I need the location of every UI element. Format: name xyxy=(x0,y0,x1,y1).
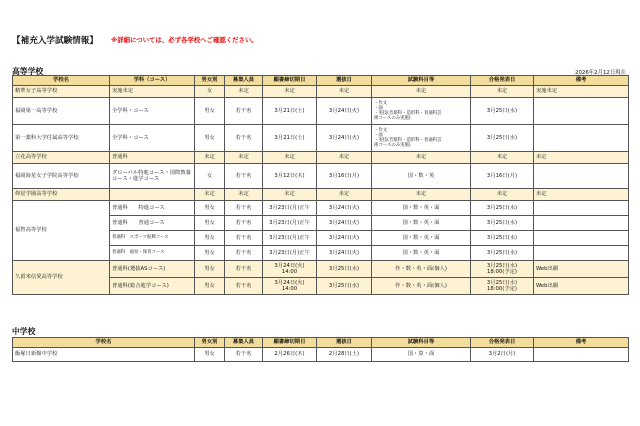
table-row xyxy=(13,348,629,362)
school-name: 飯塚日新館中学校 xyxy=(13,348,195,362)
gender: 男女 xyxy=(195,278,225,295)
high-school-header-row xyxy=(13,76,629,86)
result-date: 未定 xyxy=(471,189,534,201)
course: 実施未定 xyxy=(110,86,195,98)
subjects: 国・数・英・面 xyxy=(372,201,471,216)
gender: 女 xyxy=(195,86,225,98)
result-date: 3月2日(月) xyxy=(471,348,534,362)
result-date: 3月25日(水) xyxy=(471,98,534,125)
course: 普通科 特進コース xyxy=(110,201,195,216)
deadline: 3月21日(土) xyxy=(263,98,317,125)
school-name: 久留米信愛高等学校 xyxy=(13,261,110,295)
course: 普通科 福祉・保育コース xyxy=(110,246,195,261)
deadline: 未定 xyxy=(263,189,317,201)
subjects: 国・算・面 xyxy=(372,348,471,362)
col-exam-date: 選抜日 xyxy=(317,76,372,86)
course: 全学科・コース xyxy=(110,98,195,125)
remarks: 実施未定 xyxy=(534,86,629,98)
result-date: 3月16日(月) xyxy=(471,164,534,189)
remarks xyxy=(534,98,629,125)
gender: 男女 xyxy=(195,201,225,216)
gender: 未定 xyxy=(195,152,225,164)
remarks xyxy=(534,231,629,246)
remarks xyxy=(534,246,629,261)
gender: 男女 xyxy=(195,231,225,246)
capacity: 未定 xyxy=(225,86,263,98)
remarks: Web出願 xyxy=(534,261,629,278)
deadline: 3月12日(木) xyxy=(263,164,317,189)
result-date: 3月25日(水) xyxy=(471,246,534,261)
exam-date: 未定 xyxy=(317,152,372,164)
middle-school-section-title: 中学校 xyxy=(12,327,36,336)
course: 普通科(総合進学コース) xyxy=(110,278,195,295)
school-name: 福智高等学校 xyxy=(13,201,110,261)
subjects: 国・数・英・面 xyxy=(372,231,471,246)
result-date: 3月25日(水) 18:00(予定) xyxy=(471,261,534,278)
exam-date: 3月16日(月) xyxy=(317,164,372,189)
exam-date: 3月24日(火) xyxy=(317,216,372,231)
capacity: 若干名 xyxy=(225,164,263,189)
remarks: Web出願 xyxy=(534,278,629,295)
gender: 男女 xyxy=(195,246,225,261)
col-note: 備考 xyxy=(534,76,629,86)
course: グローバル特進コース・国際教養コース・進学コース xyxy=(110,164,195,189)
col-gender: 男女別 xyxy=(195,338,225,348)
gender: 男女 xyxy=(195,216,225,231)
remarks: 未定 xyxy=(534,152,629,164)
col-gender: 男女別 xyxy=(195,76,225,86)
middle-school-table xyxy=(12,337,629,362)
capacity: 未定 xyxy=(225,152,263,164)
deadline: 3月24日(火) 14:00 xyxy=(263,278,317,295)
exam-date: 3月24日(火) xyxy=(317,98,372,125)
col-subjects: 試験科目等 xyxy=(372,76,471,86)
col-deadline: 願書締切期日 xyxy=(263,76,317,86)
exam-date: 3月24日(火) xyxy=(317,246,372,261)
gender: 男女 xyxy=(195,348,225,362)
exam-date: 3月24日(火) xyxy=(317,231,372,246)
school-name: 仰星学園高等学校 xyxy=(13,189,110,201)
exam-date: 3月24日(火) xyxy=(317,125,372,152)
course: 普通科 普通コース xyxy=(110,216,195,231)
exam-date: 未定 xyxy=(317,189,372,201)
col-exam-date: 選抜日 xyxy=(317,338,372,348)
col-result: 合格発表日 xyxy=(471,76,534,86)
col-capacity: 募集人員 xyxy=(225,338,263,348)
high-school-table xyxy=(12,75,629,295)
result-date: 未定 xyxy=(471,86,534,98)
table-row xyxy=(13,98,629,125)
exam-date: 3月24日(火) xyxy=(317,201,372,216)
course xyxy=(110,189,195,201)
school-name: 第一薬科大学付属高等学校 xyxy=(13,125,110,152)
col-subjects: 試験科目等 xyxy=(372,338,471,348)
gender: 男女 xyxy=(195,98,225,125)
table-row xyxy=(13,125,629,152)
deadline: 3月23日(月)正午 xyxy=(263,216,317,231)
col-result: 合格発表日 xyxy=(471,338,534,348)
gender: 未定 xyxy=(195,189,225,201)
gender: 男女 xyxy=(195,261,225,278)
deadline: 3月23日(月)正午 xyxy=(263,231,317,246)
subjects: 未定 xyxy=(372,152,471,164)
course: 普通科 スポーツ振興コース xyxy=(110,231,195,246)
remarks: 未定 xyxy=(534,189,629,201)
deadline: 3月24日(火) 14:00 xyxy=(263,261,317,278)
course: 普通科 xyxy=(110,152,195,164)
gender: 男女 xyxy=(195,125,225,152)
result-date: 未定 xyxy=(471,152,534,164)
remarks xyxy=(534,348,629,362)
table-row xyxy=(13,86,629,98)
capacity: 若干名 xyxy=(225,278,263,295)
school-name: 立花高等学校 xyxy=(13,152,110,164)
capacity: 若干名 xyxy=(225,246,263,261)
exam-date: 2月28日(土) xyxy=(317,348,372,362)
table-row xyxy=(13,201,629,216)
deadline: 3月21日(土) xyxy=(263,125,317,152)
remarks xyxy=(534,201,629,216)
capacity: 若干名 xyxy=(225,231,263,246)
subjects: ・作文 ・面 ・実技(音楽科・造形科・普通科芸 術コースのみ実施) xyxy=(372,98,471,125)
capacity: 未定 xyxy=(225,189,263,201)
deadline: 未定 xyxy=(263,152,317,164)
school-name: 福岡第一高等学校 xyxy=(13,98,110,125)
col-deadline: 願書締切期日 xyxy=(263,338,317,348)
remarks xyxy=(534,216,629,231)
subjects: 国・数・英 xyxy=(372,164,471,189)
confirmation-note: ※詳細については、必ず各学校へご確認ください。 xyxy=(111,36,258,44)
page-title: 【補充入学試験情報】 xyxy=(12,36,98,46)
deadline: 未定 xyxy=(263,86,317,98)
remarks xyxy=(534,125,629,152)
capacity: 若干名 xyxy=(225,348,263,362)
deadline: 3月23日(月)正午 xyxy=(263,246,317,261)
subjects: 国・数・英・面 xyxy=(372,216,471,231)
subjects: 未定 xyxy=(372,86,471,98)
subjects: 作・数・英・面(個人) xyxy=(372,278,471,295)
subjects: ・作文 ・面 ・実技(音楽科・造形科・普通科芸 術コースのみ実施) xyxy=(372,125,471,152)
deadline: 2月26日(木) xyxy=(263,348,317,362)
result-date: 3月25日(水) xyxy=(471,201,534,216)
capacity: 若干名 xyxy=(225,261,263,278)
course: 全学科・コース xyxy=(110,125,195,152)
table-row xyxy=(13,189,629,201)
capacity: 若干名 xyxy=(225,125,263,152)
table-row xyxy=(13,152,629,164)
col-note: 備考 xyxy=(534,338,629,348)
table-row xyxy=(13,261,629,278)
capacity: 若干名 xyxy=(225,201,263,216)
col-capacity: 募集人員 xyxy=(225,76,263,86)
as-of-date: 2026年2月12日現在 xyxy=(575,70,626,76)
subjects: 未定 xyxy=(372,189,471,201)
exam-date: 未定 xyxy=(317,86,372,98)
col-school: 学校名 xyxy=(13,338,195,348)
col-course: 学科（コース） xyxy=(110,76,195,86)
result-date: 3月25日(水) xyxy=(471,125,534,152)
exam-date: 3月25日(水) xyxy=(317,261,372,278)
capacity: 若干名 xyxy=(225,98,263,125)
deadline: 3月23日(月)正午 xyxy=(263,201,317,216)
table-row xyxy=(13,164,629,189)
high-school-section-title: 高等学校 xyxy=(12,67,44,76)
middle-school-header-row xyxy=(13,338,629,348)
capacity: 若干名 xyxy=(225,216,263,231)
subjects: 国・数・英・面 xyxy=(372,246,471,261)
gender: 女 xyxy=(195,164,225,189)
school-name: 福岡海星女子学院高等学校 xyxy=(13,164,110,189)
course: 普通科(選抜ASコース) xyxy=(110,261,195,278)
exam-date: 3月25日(水) xyxy=(317,278,372,295)
result-date: 3月25日(水) xyxy=(471,216,534,231)
subjects: 作・数・英・面(個人) xyxy=(372,261,471,278)
school-name: 精華女子高等学校 xyxy=(13,86,110,98)
remarks xyxy=(534,164,629,189)
result-date: 3月25日(水) xyxy=(471,231,534,246)
col-school: 学校名 xyxy=(13,76,110,86)
result-date: 3月25日(水) 18:00(予定) xyxy=(471,278,534,295)
